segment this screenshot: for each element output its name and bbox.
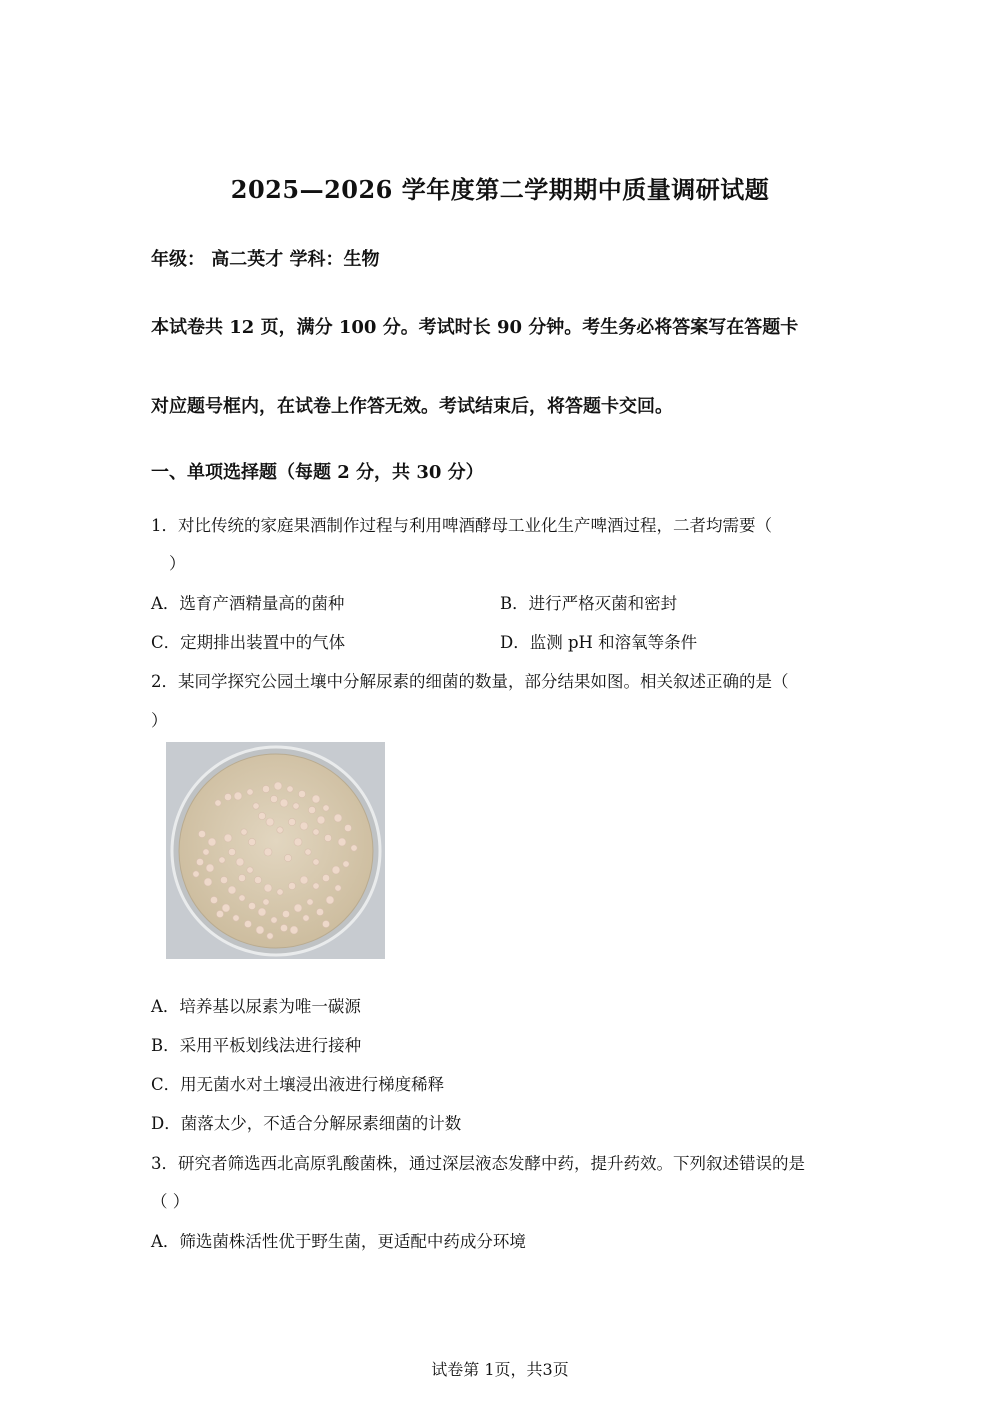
colony [264, 884, 272, 892]
page-footer: 试卷第 1页，共3页 [431, 1360, 569, 1379]
colony [324, 834, 331, 841]
colony [277, 827, 283, 833]
colony [267, 933, 273, 939]
colony [263, 899, 269, 905]
question-1-option-a: A．选育产酒精量高的菌种 [151, 594, 345, 613]
colony [317, 816, 325, 824]
colony [300, 822, 308, 830]
colony [270, 795, 277, 802]
colony [224, 793, 231, 800]
colony [277, 889, 283, 895]
grade-subject-line: 年级： 高二英才 学科：生物 [151, 249, 380, 270]
colony [208, 838, 216, 846]
colony [294, 838, 302, 846]
question-1-stem-line-2: ） [169, 554, 186, 573]
colony [288, 818, 295, 825]
colony [308, 806, 315, 813]
section-heading: 一、单项选择题（每题 2 分，共 30 分） [151, 462, 484, 483]
colony [322, 920, 329, 927]
colony [313, 859, 319, 865]
colony [335, 885, 341, 891]
colony [266, 818, 274, 826]
question-3-stem-line-1: 3．研究者筛选西北高原乳酸菌株，通过深层液态发酵中药，提升药效。下列叙述错误的是 [151, 1154, 805, 1173]
colony [244, 920, 251, 927]
colony [288, 882, 295, 889]
colony [198, 830, 205, 837]
colony [334, 814, 342, 822]
colony [280, 799, 288, 807]
colony [258, 908, 266, 916]
colony [338, 838, 346, 846]
colony [228, 848, 235, 855]
question-1-option-b: B．进行严格灭菌和密封 [500, 594, 678, 613]
colony [256, 926, 264, 934]
colony [305, 849, 311, 855]
colony [193, 871, 199, 877]
colony [247, 867, 253, 873]
question-2-option-b: B．采用平板划线法进行接种 [151, 1036, 362, 1055]
colony [322, 874, 329, 881]
petri-dish-photo [166, 742, 385, 959]
question-2-stem-line-2: ） [151, 711, 168, 730]
colony [210, 896, 217, 903]
colony [312, 795, 320, 803]
colony [313, 883, 319, 889]
colony [316, 908, 323, 915]
colony [236, 858, 244, 866]
question-1-stem-line-1: 1．对比传统的家庭果酒制作过程与利用啤酒酵母工业化生产啤酒过程，二者均需要（ [151, 516, 772, 535]
colony [332, 866, 340, 874]
colony [204, 878, 212, 886]
question-2-option-d: D．菌落太少，不适合分解尿素细菌的计数 [151, 1114, 462, 1133]
colony [234, 792, 242, 800]
notice-line-2: 对应题号框内，在试卷上作答无效。考试结束后，将答题卡交回。 [151, 396, 673, 417]
colony [233, 915, 239, 921]
question-1-option-d: D．监测 pH 和溶氧等条件 [500, 633, 698, 652]
colony [271, 917, 277, 923]
colony [196, 858, 203, 865]
colony [303, 915, 309, 921]
question-2-stem-line-1: 2．某同学探究公园土壤中分解尿素的细菌的数量，部分结果如图。相关叙述正确的是（ [151, 672, 789, 691]
colony [307, 899, 313, 905]
question-3-option-a: A．筛选菌株活性优于野生菌，更适配中药成分环境 [151, 1232, 526, 1251]
colony [294, 904, 302, 912]
question-3-stem-line-2: （ ） [151, 1192, 190, 1211]
colony [239, 895, 245, 901]
colony [262, 785, 269, 792]
question-2-option-c: C．用无菌水对土壤浸出液进行梯度稀释 [151, 1075, 445, 1094]
colony [287, 786, 293, 792]
colony [264, 848, 272, 856]
colony [248, 838, 255, 845]
colony [222, 904, 230, 912]
colony [241, 829, 247, 835]
colony [203, 849, 209, 855]
colony [248, 902, 255, 909]
notice-line-1: 本试卷共 12 页，满分 100 分。考试时长 90 分钟。考生务必将答案写在答题卡 [151, 317, 799, 338]
colony [274, 782, 282, 790]
colony [282, 910, 289, 917]
colony [215, 800, 221, 806]
colony [228, 886, 236, 894]
colony [323, 805, 329, 811]
colony [290, 926, 298, 934]
question-2-option-a: A．培养基以尿素为唯一碳源 [151, 997, 361, 1016]
colony [206, 864, 214, 872]
colony [254, 876, 261, 883]
colony [300, 876, 308, 884]
colony [298, 790, 305, 797]
colony [216, 910, 223, 917]
colony [258, 812, 265, 819]
colony [284, 854, 291, 861]
colony [247, 789, 253, 795]
exam-title: 2025—2026 学年度第二学期期中质量调研试题 [230, 175, 770, 204]
colony [220, 876, 227, 883]
colony [253, 803, 259, 809]
colony [293, 803, 299, 809]
colony [238, 874, 245, 881]
question-1-option-c: C．定期排出装置中的气体 [151, 633, 346, 652]
colony [351, 845, 357, 851]
colony [280, 924, 287, 931]
colony [343, 861, 349, 867]
colony [219, 857, 225, 863]
colony [344, 824, 351, 831]
colony [224, 834, 232, 842]
colony [326, 896, 334, 904]
colony [313, 829, 319, 835]
